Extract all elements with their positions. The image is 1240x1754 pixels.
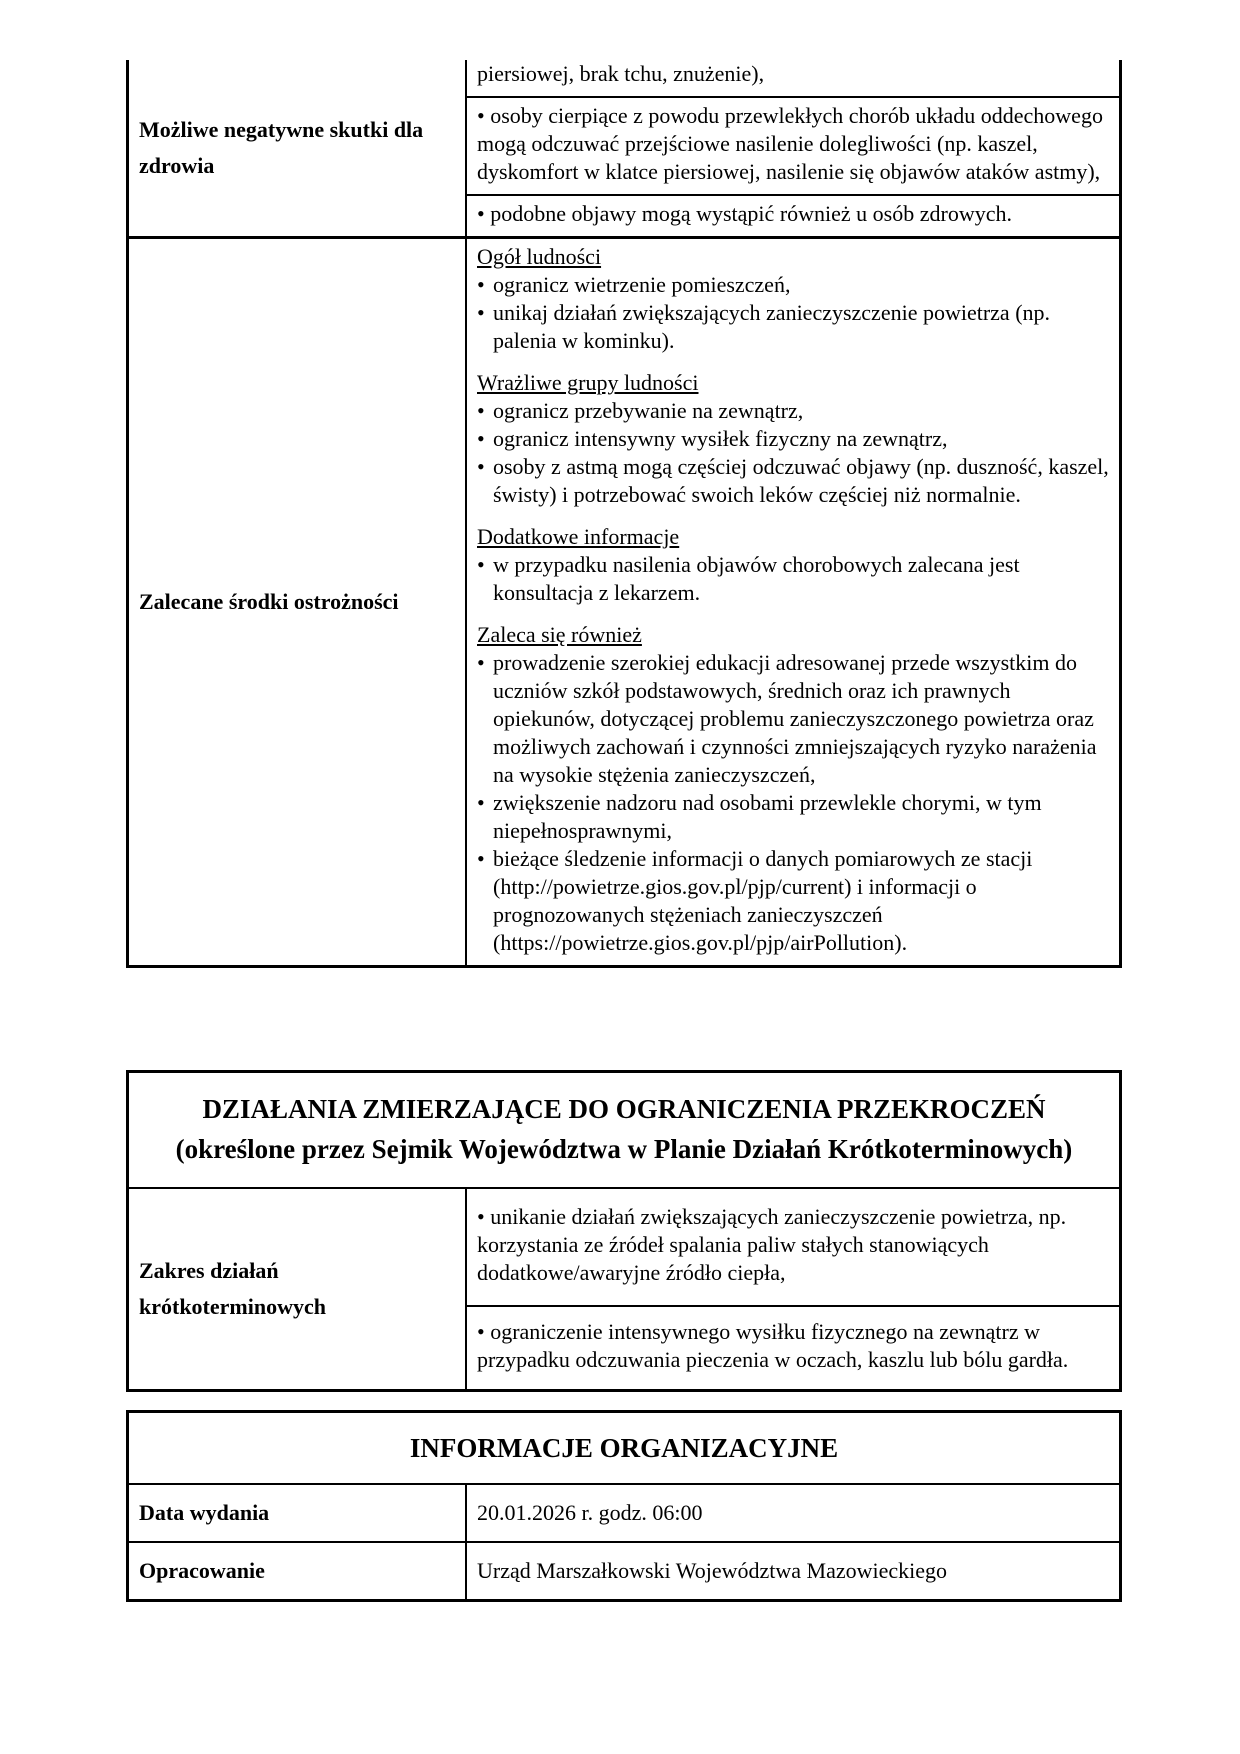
precaution-group-heading: Wrażliwe grupy ludności <box>477 370 699 395</box>
health-effect-text: • podobne objawy mogą wystąpić również u osób zdrowych. <box>477 201 1012 226</box>
action-item <box>466 1306 1121 1391</box>
list-item: • ogranicz wietrzenie pomieszczeń, <box>477 271 1109 299</box>
health-effect-item <box>466 97 1121 195</box>
issue-date-value: 20.01.2026 r. godz. 06:00 <box>466 1484 1121 1542</box>
precaution-group-additional <box>477 523 1109 607</box>
health-precautions-table <box>126 60 1122 968</box>
precaution-group-sensitive <box>477 369 1109 509</box>
health-effect-item <box>466 195 1121 238</box>
actions-title-line1: DZIAŁANIA ZMIERZAJĄCE DO OGRANICZENIA PRZEKROCZEŃ <box>202 1094 1046 1124</box>
action-item <box>466 1188 1121 1306</box>
issue-date-label: Data wydania <box>128 1484 467 1542</box>
precaution-group-heading: Zaleca się również <box>477 622 642 647</box>
precautions-content <box>466 238 1121 967</box>
precaution-group-heading: Dodatkowe informacje <box>477 524 680 549</box>
action-text: • unikanie działań zwiększających zanieczyszczenie powietrza, np. korzystania ze źródeł spalania paliw stałych stanowiących dodatkowe/awaryjne źródło ciepła, <box>477 1203 1067 1285</box>
actions-table <box>126 1070 1122 1392</box>
precautions-label: Zalecane środki ostrożności <box>128 238 467 967</box>
precaution-group-heading: Ogół ludności <box>477 244 602 269</box>
precaution-group-also-recommended <box>477 621 1109 957</box>
list-item: • ogranicz intensywny wysiłek fizyczny na zewnątrz, <box>477 425 1109 453</box>
health-effect-text: piersiowej, brak tchu, znużenie), <box>477 61 765 86</box>
list-item: • bieżące śledzenie informacji o danych pomiarowych ze stacji (http://powietrze.gios.gov.pl/pjp/current) i informacji o prognozowanych stężeniach zanieczyszczeń (https://powietrze.gios.gov.pl/pjp/airPollution). <box>477 845 1109 957</box>
list-item: • w przypadku nasilenia objawów chorobowych zalecana jest konsultacja z lekarzem. <box>477 551 1109 607</box>
list-item: • zwiększenie nadzoru nad osobami przewlekle chorymi, w tym niepełnosprawnymi, <box>477 789 1109 845</box>
actions-scope-label: Zakres działań krótkoterminowych <box>128 1188 467 1391</box>
list-item: • ogranicz przebywanie na zewnątrz, <box>477 397 1109 425</box>
org-info-table <box>126 1410 1122 1602</box>
health-effect-text: • osoby cierpiące z powodu przewlekłych chorób układu oddechowego mogą odczuwać przejściowe nasilenie dolegliwości (np. kaszel, dyskomfort w klatce piersiowej, nasilenie się objawów ataków astmy), <box>477 103 1103 184</box>
list-item: • unikaj działań zwiększających zanieczyszczenie powietrza (np. palenia w kominku). <box>477 299 1109 355</box>
prepared-by-label: Opracowanie <box>128 1542 467 1601</box>
precaution-group-general <box>477 243 1109 355</box>
list-item: • prowadzenie szerokiej edukacji adresowanej przede wszystkim do uczniów szkół podstawowych, średnich oraz ich prawnych opiekunów, dotyczącej problemu zanieczyszczonego powietrza oraz możliwych zachowań i czynności zmniejszających ryzyko narażenia na wysokie stężenia zanieczyszczeń, <box>477 649 1109 789</box>
prepared-by-value: Urząd Marszałkowski Województwa Mazowieckiego <box>466 1542 1121 1601</box>
actions-title-line2: (określone przez Sejmik Województwa w Planie Działań Krótkoterminowych) <box>175 1134 1073 1164</box>
health-effects-label: Możliwe negatywne skutki dla zdrowia <box>128 60 467 238</box>
health-effect-item <box>466 60 1121 97</box>
org-info-title: INFORMACJE ORGANIZACYJNE <box>128 1412 1121 1485</box>
actions-title <box>128 1072 1121 1189</box>
action-text: • ograniczenie intensywnego wysiłku fizycznego na zewnątrz w przypadku odczuwania pieczenia w oczach, kaszlu lub bólu gardła. <box>477 1318 1069 1372</box>
list-item: • osoby z astmą mogą częściej odczuwać objawy (np. duszność, kaszel, świsty) i potrzebować swoich leków częściej niż normalnie. <box>477 453 1109 509</box>
